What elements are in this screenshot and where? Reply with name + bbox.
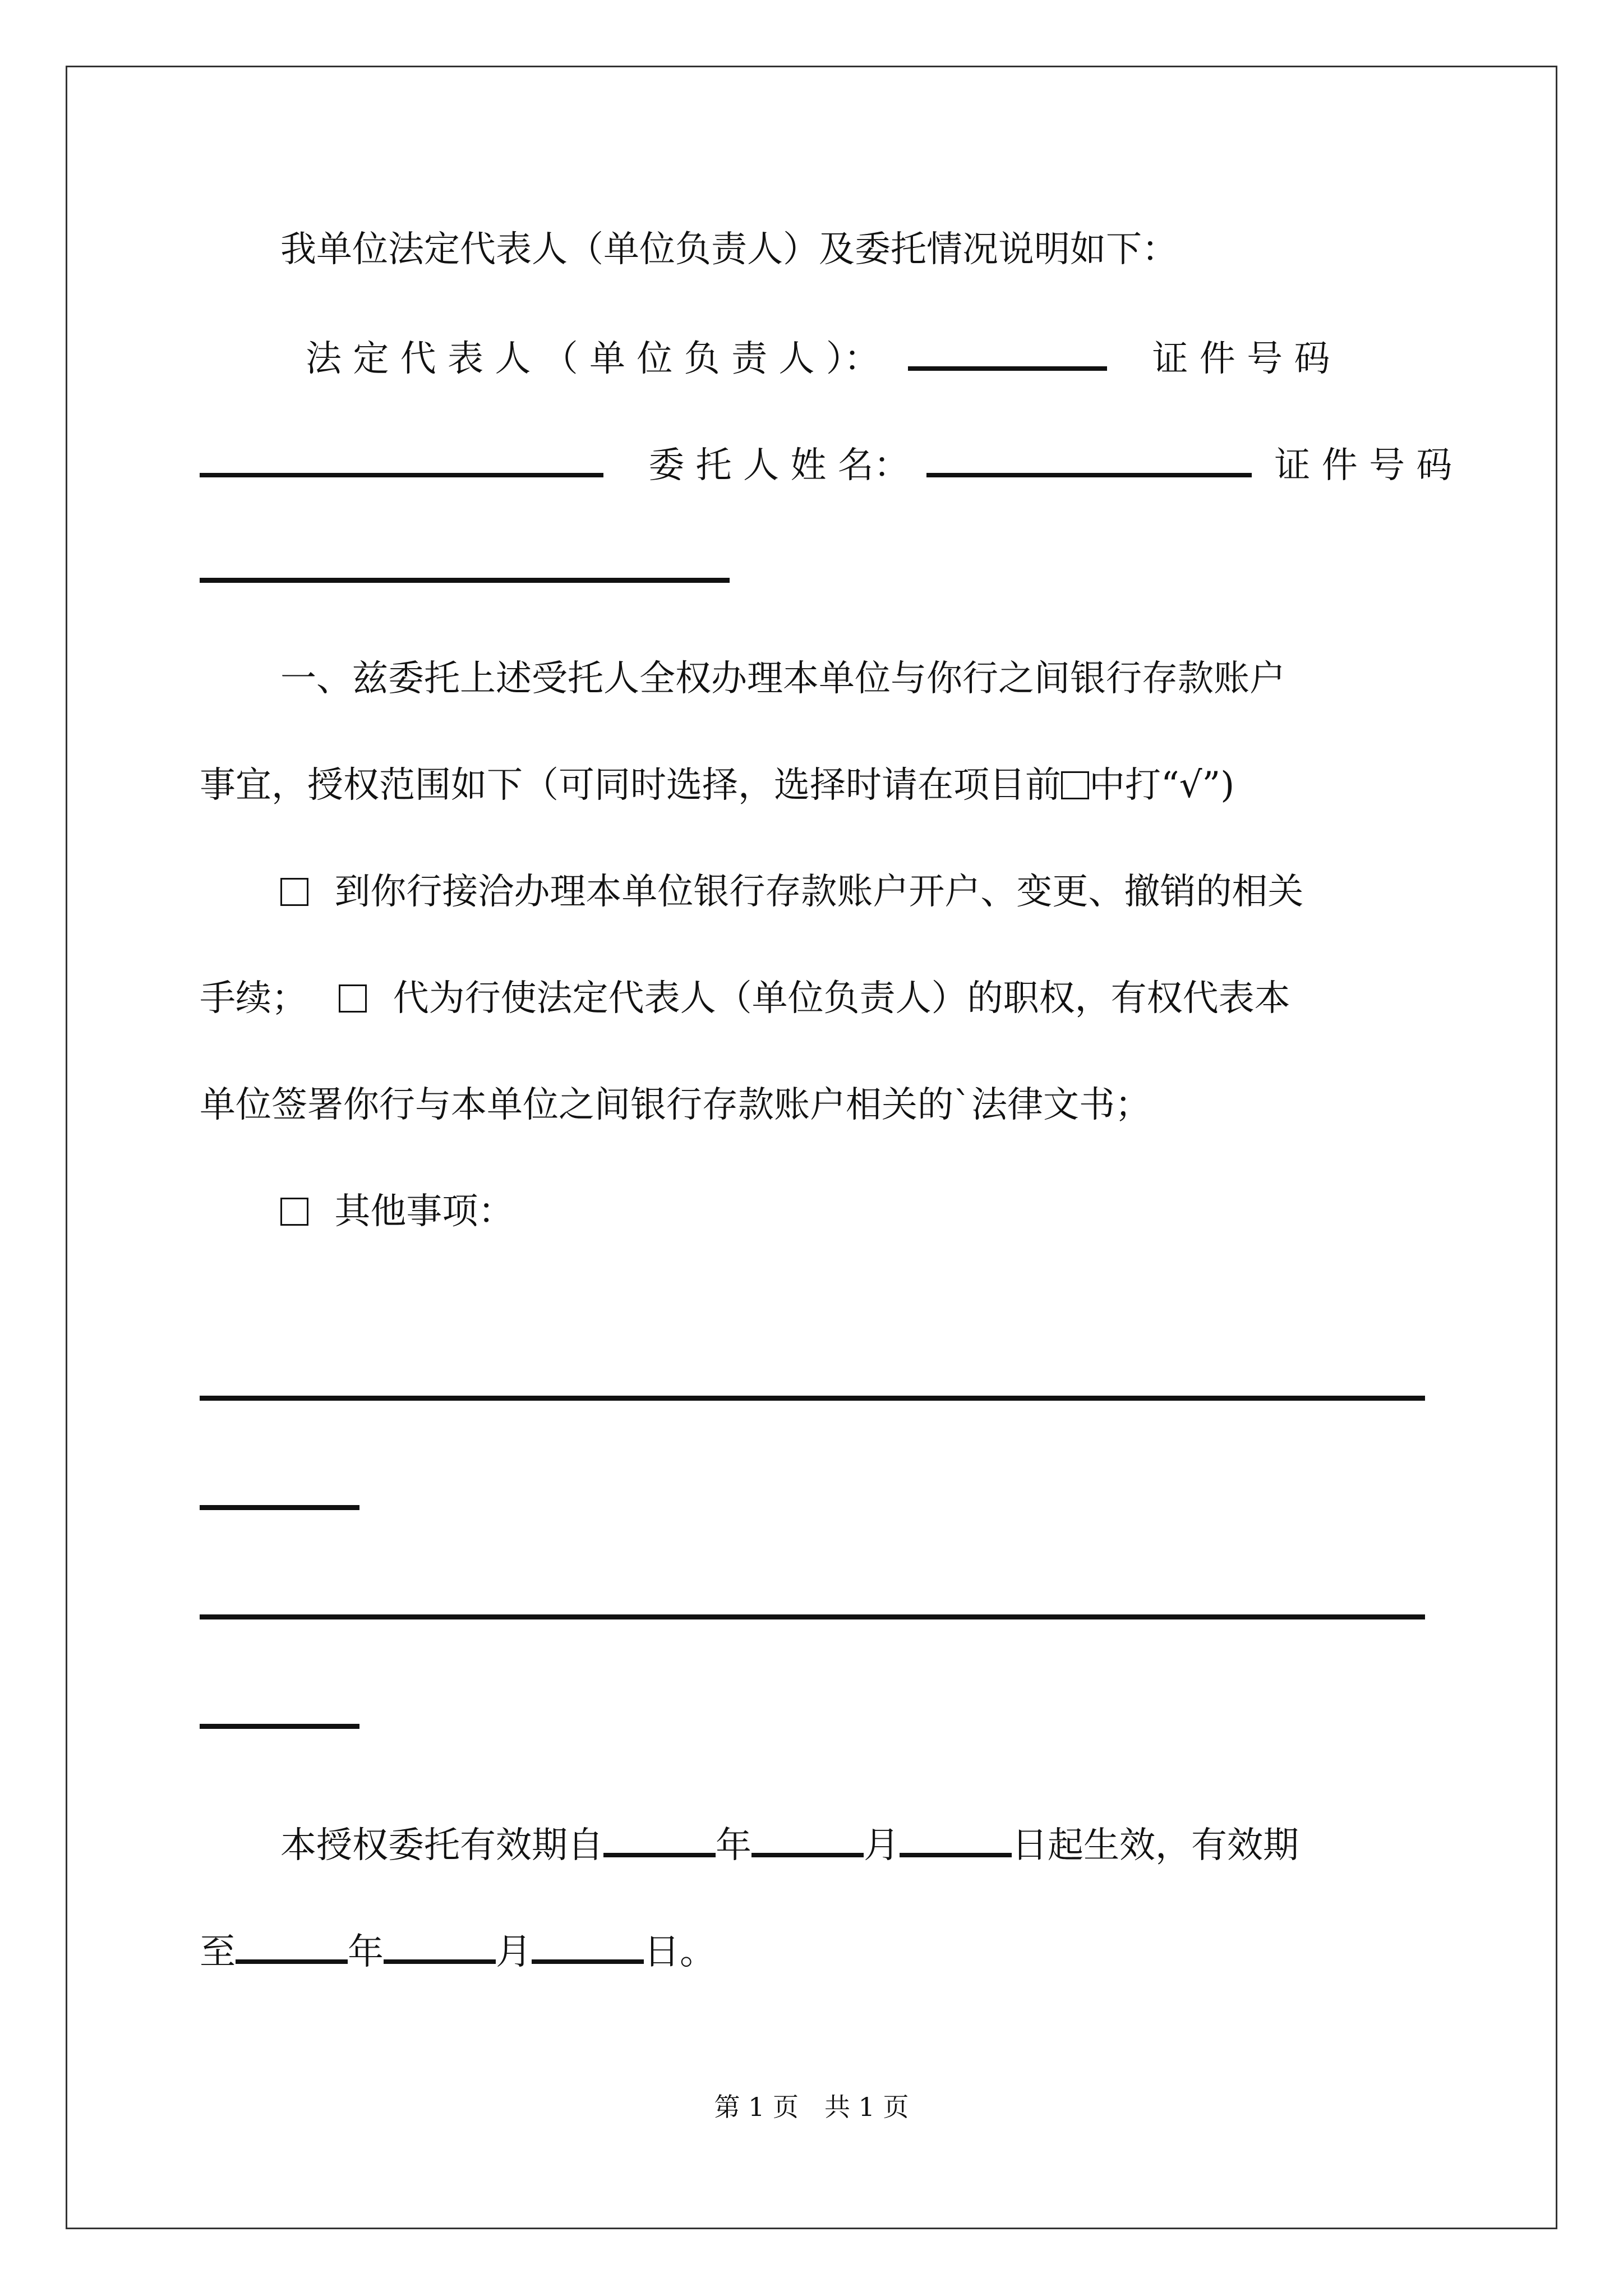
- validity-row-2: [200, 1930, 716, 1975]
- validity-row-1: [280, 1823, 1299, 1868]
- id-number-label-2: 证 件 号 码: [1274, 445, 1453, 486]
- start-day-blank[interactable]: [900, 1828, 1012, 1857]
- option-2-text-tail: 单位签署你行与本单位之间银行存款账户相关的`法律文书；: [200, 1084, 1151, 1126]
- option-1-text-tail: 手续；: [200, 978, 307, 1019]
- other-matters-blank-2-tail[interactable]: [200, 1724, 359, 1729]
- end-day-blank[interactable]: [532, 1935, 644, 1964]
- end-to-label: 至: [200, 1931, 236, 1973]
- start-year-label: 年: [716, 1825, 751, 1866]
- start-year-blank[interactable]: [603, 1828, 716, 1857]
- checkbox-example-icon: [1061, 771, 1089, 799]
- start-month-blank[interactable]: [751, 1828, 864, 1857]
- legal-rep-label: 法 定 代 表 人 （ 单 位 负 责 人 ）：: [306, 338, 880, 380]
- option-2-text: 代为行使法定代表人（单位负责人）的职权，有权代表本: [393, 978, 1290, 1019]
- page-footer: 第 1 页 共 1 页: [714, 2092, 909, 2122]
- page-frame: [66, 66, 1557, 2229]
- option-1-text: 到你行接洽办理本单位银行存款账户开户、变更、撤销的相关: [334, 871, 1304, 913]
- option-3-row: [280, 1189, 514, 1234]
- clause1-line2: [200, 763, 1234, 808]
- other-matters-blank-2[interactable]: [200, 1614, 1425, 1619]
- option-2-checkbox[interactable]: [339, 984, 367, 1013]
- clause1-line1: 一、兹委托上述受托人全权办理本单位与你行之间银行存款账户: [280, 658, 1285, 700]
- legal-rep-blank[interactable]: [908, 342, 1107, 371]
- option-1-checkbox[interactable]: [280, 878, 308, 906]
- id-number-label-1: 证 件 号 码: [1152, 338, 1330, 380]
- option-3-text: 其他事项：: [334, 1191, 514, 1232]
- agent-row: [200, 443, 1452, 488]
- other-matters-blank-1[interactable]: [200, 1396, 1425, 1401]
- end-year-label: 年: [348, 1931, 384, 1973]
- option-1-row: [280, 869, 1303, 914]
- agent-name-label: 委 托 人 姓 名：: [648, 445, 910, 486]
- start-month-label: 月: [864, 1825, 900, 1866]
- legal-rep-row: [306, 337, 1330, 381]
- end-month-label: 月: [496, 1931, 532, 1973]
- end-year-blank[interactable]: [236, 1935, 348, 1964]
- start-day-label: 日起生效，有效期: [1012, 1825, 1299, 1866]
- option-3-checkbox[interactable]: [280, 1198, 308, 1226]
- legal-rep-id-blank[interactable]: [200, 448, 603, 477]
- other-matters-blank-1-tail[interactable]: [200, 1505, 359, 1510]
- clause1-line2-tail: 中打“√”): [1089, 765, 1235, 806]
- end-day-label: 日。: [644, 1931, 716, 1973]
- validity-text: 本授权委托有效期自: [280, 1825, 603, 1866]
- clause1-line2-text: 事宜，授权范围如下（可同时选择，选择时请在项目前: [200, 765, 1061, 806]
- agent-id-blank[interactable]: [200, 578, 730, 583]
- agent-name-blank[interactable]: [926, 448, 1252, 477]
- end-month-blank[interactable]: [384, 1935, 496, 1964]
- option-2-row: [200, 976, 1290, 1021]
- intro-text: 我单位法定代表人（单位负责人）及委托情况说明如下：: [280, 229, 1178, 270]
